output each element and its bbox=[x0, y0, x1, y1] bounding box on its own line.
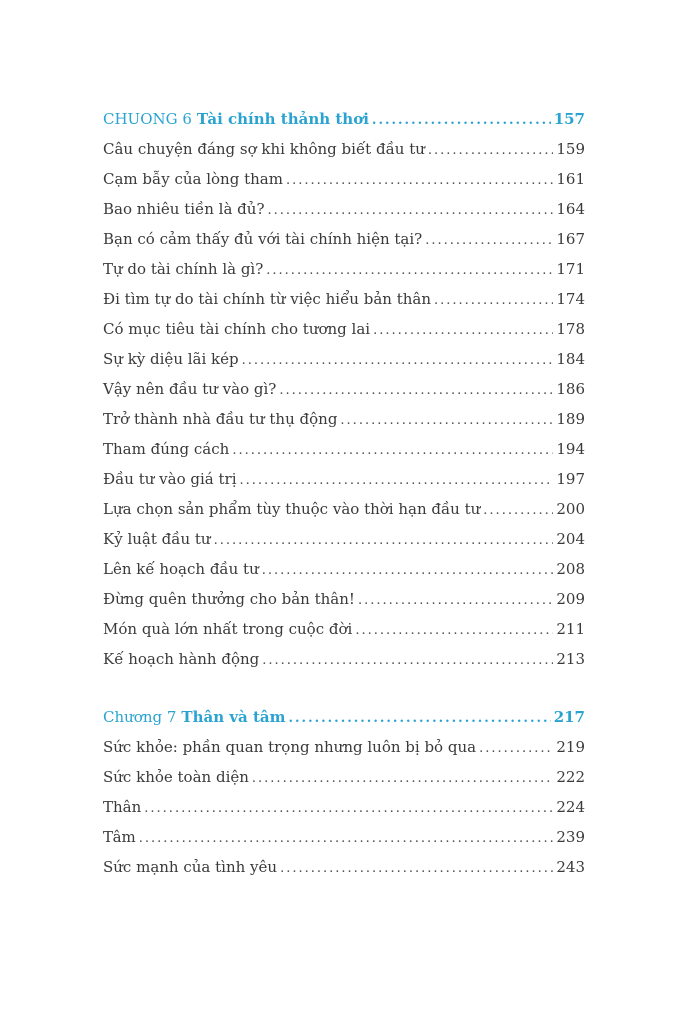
dot-leader bbox=[214, 526, 554, 556]
chapter-heading bbox=[103, 104, 585, 134]
entry-title: Sức mạnh của tình yêu bbox=[103, 858, 278, 876]
entry-title: Món quà lớn nhất trong cuộc đời bbox=[103, 620, 353, 638]
entry-page: 213 bbox=[556, 650, 585, 668]
toc-entry bbox=[103, 762, 585, 792]
entry-title: Vậy nên đầu tư vào gì? bbox=[103, 380, 277, 398]
entry-page: 209 bbox=[556, 590, 585, 608]
chapter-page: 157 bbox=[553, 110, 585, 128]
entry-page: 197 bbox=[556, 470, 585, 488]
dot-leader bbox=[483, 496, 553, 526]
toc-entry bbox=[103, 464, 585, 494]
toc-entry bbox=[103, 494, 585, 524]
toc-entry bbox=[103, 344, 585, 374]
entry-title: Tự do tài chính là gì? bbox=[103, 260, 264, 278]
toc-entry bbox=[103, 374, 585, 404]
entry-title: Câu chuyện đáng sợ khi không biết đầu tư bbox=[103, 140, 425, 158]
table-of-contents bbox=[103, 104, 585, 882]
dot-leader bbox=[279, 376, 553, 406]
entry-title: Trở thành nhà đầu tư thụ động bbox=[103, 410, 338, 428]
entry-page: 159 bbox=[556, 140, 585, 158]
toc-entry bbox=[103, 194, 585, 224]
dot-leader bbox=[139, 824, 554, 854]
toc-entry bbox=[103, 792, 585, 822]
entry-title: Sự kỳ diệu lãi kép bbox=[103, 350, 239, 368]
dot-leader bbox=[262, 646, 553, 676]
dot-leader bbox=[479, 734, 553, 764]
entry-page: 171 bbox=[556, 260, 585, 278]
entry-page: 243 bbox=[556, 858, 585, 876]
entry-page: 204 bbox=[556, 530, 585, 548]
entry-title: Lựa chọn sản phẩm tùy thuộc vào thời hạn đầu tư bbox=[103, 500, 481, 518]
entry-title: Sức khỏe: phần quan trọng nhưng luôn bị bỏ qua bbox=[103, 738, 477, 756]
toc-entry bbox=[103, 134, 585, 164]
toc-entry bbox=[103, 524, 585, 554]
dot-leader bbox=[252, 764, 553, 794]
entry-title: Lên kế hoạch đầu tư bbox=[103, 560, 259, 578]
dot-leader bbox=[144, 794, 553, 824]
dot-leader bbox=[355, 616, 553, 646]
dot-leader bbox=[340, 406, 553, 436]
toc-entry bbox=[103, 732, 585, 762]
entry-page: 167 bbox=[556, 230, 585, 248]
entry-title: Kỷ luật đầu tư bbox=[103, 530, 211, 548]
entry-title: Đừng quên thưởng cho bản thân! bbox=[103, 590, 355, 608]
entry-title: Bao nhiêu tiền là đủ? bbox=[103, 200, 265, 218]
entry-title: Sức khỏe toàn diện bbox=[103, 768, 249, 786]
dot-leader bbox=[373, 316, 553, 346]
dot-leader bbox=[434, 286, 553, 316]
entry-page: 200 bbox=[556, 500, 585, 518]
dot-leader bbox=[267, 196, 553, 226]
chapter-label: CHUONG 6 bbox=[103, 110, 192, 128]
toc-entry bbox=[103, 852, 585, 882]
entry-page: 164 bbox=[556, 200, 585, 218]
dot-leader bbox=[240, 466, 554, 496]
dot-leader bbox=[262, 556, 554, 586]
entry-page: 178 bbox=[556, 320, 585, 338]
entry-page: 208 bbox=[556, 560, 585, 578]
toc-entry bbox=[103, 614, 585, 644]
toc-entry bbox=[103, 314, 585, 344]
dot-leader bbox=[232, 436, 553, 466]
dot-leader bbox=[428, 136, 553, 166]
entry-title: Tham đúng cách bbox=[103, 440, 230, 458]
toc-entry bbox=[103, 822, 585, 852]
chapter-label: Chương 7 bbox=[103, 708, 177, 726]
entry-page: 186 bbox=[556, 380, 585, 398]
chapter-7 bbox=[103, 702, 585, 882]
toc-entry bbox=[103, 644, 585, 674]
entry-title: Thân bbox=[103, 798, 142, 816]
entry-title: Đi tìm tự do tài chính từ việc hiểu bản thân bbox=[103, 290, 431, 308]
dot-leader bbox=[358, 586, 553, 616]
entry-title: Đầu tư vào giá trị bbox=[103, 470, 237, 488]
dot-leader bbox=[372, 106, 551, 136]
dot-leader bbox=[425, 226, 553, 256]
chapter-page: 217 bbox=[553, 708, 585, 726]
entry-title: Bạn có cảm thấy đủ với tài chính hiện tại? bbox=[103, 230, 423, 248]
entry-page: 239 bbox=[556, 828, 585, 846]
dot-leader bbox=[266, 256, 553, 286]
dot-leader bbox=[242, 346, 554, 376]
chapter-name: Thân và tâm bbox=[181, 708, 286, 726]
chapter-heading bbox=[103, 702, 585, 732]
entry-page: 224 bbox=[556, 798, 585, 816]
entry-page: 219 bbox=[556, 738, 585, 756]
entry-title: Có mục tiêu tài chính cho tương lai bbox=[103, 320, 371, 338]
chapter-6 bbox=[103, 104, 585, 674]
toc-entry bbox=[103, 434, 585, 464]
entry-page: 222 bbox=[556, 768, 585, 786]
toc-entry bbox=[103, 404, 585, 434]
entry-page: 211 bbox=[556, 620, 585, 638]
entry-title: Cạm bẫy của lòng tham bbox=[103, 170, 283, 188]
toc-entry bbox=[103, 254, 585, 284]
toc-entry bbox=[103, 554, 585, 584]
entry-title: Kế hoạch hành động bbox=[103, 650, 260, 668]
entry-title: Tâm bbox=[103, 828, 136, 846]
toc-entry bbox=[103, 284, 585, 314]
dot-leader bbox=[280, 854, 553, 884]
entry-page: 194 bbox=[556, 440, 585, 458]
toc-entry bbox=[103, 224, 585, 254]
entry-page: 184 bbox=[556, 350, 585, 368]
entry-page: 189 bbox=[556, 410, 585, 428]
entry-page: 174 bbox=[556, 290, 585, 308]
dot-leader bbox=[289, 704, 551, 734]
dot-leader bbox=[286, 166, 553, 196]
toc-entry bbox=[103, 584, 585, 614]
entry-page: 161 bbox=[556, 170, 585, 188]
chapter-name: Tài chính thảnh thơi bbox=[196, 110, 369, 128]
toc-entry bbox=[103, 164, 585, 194]
